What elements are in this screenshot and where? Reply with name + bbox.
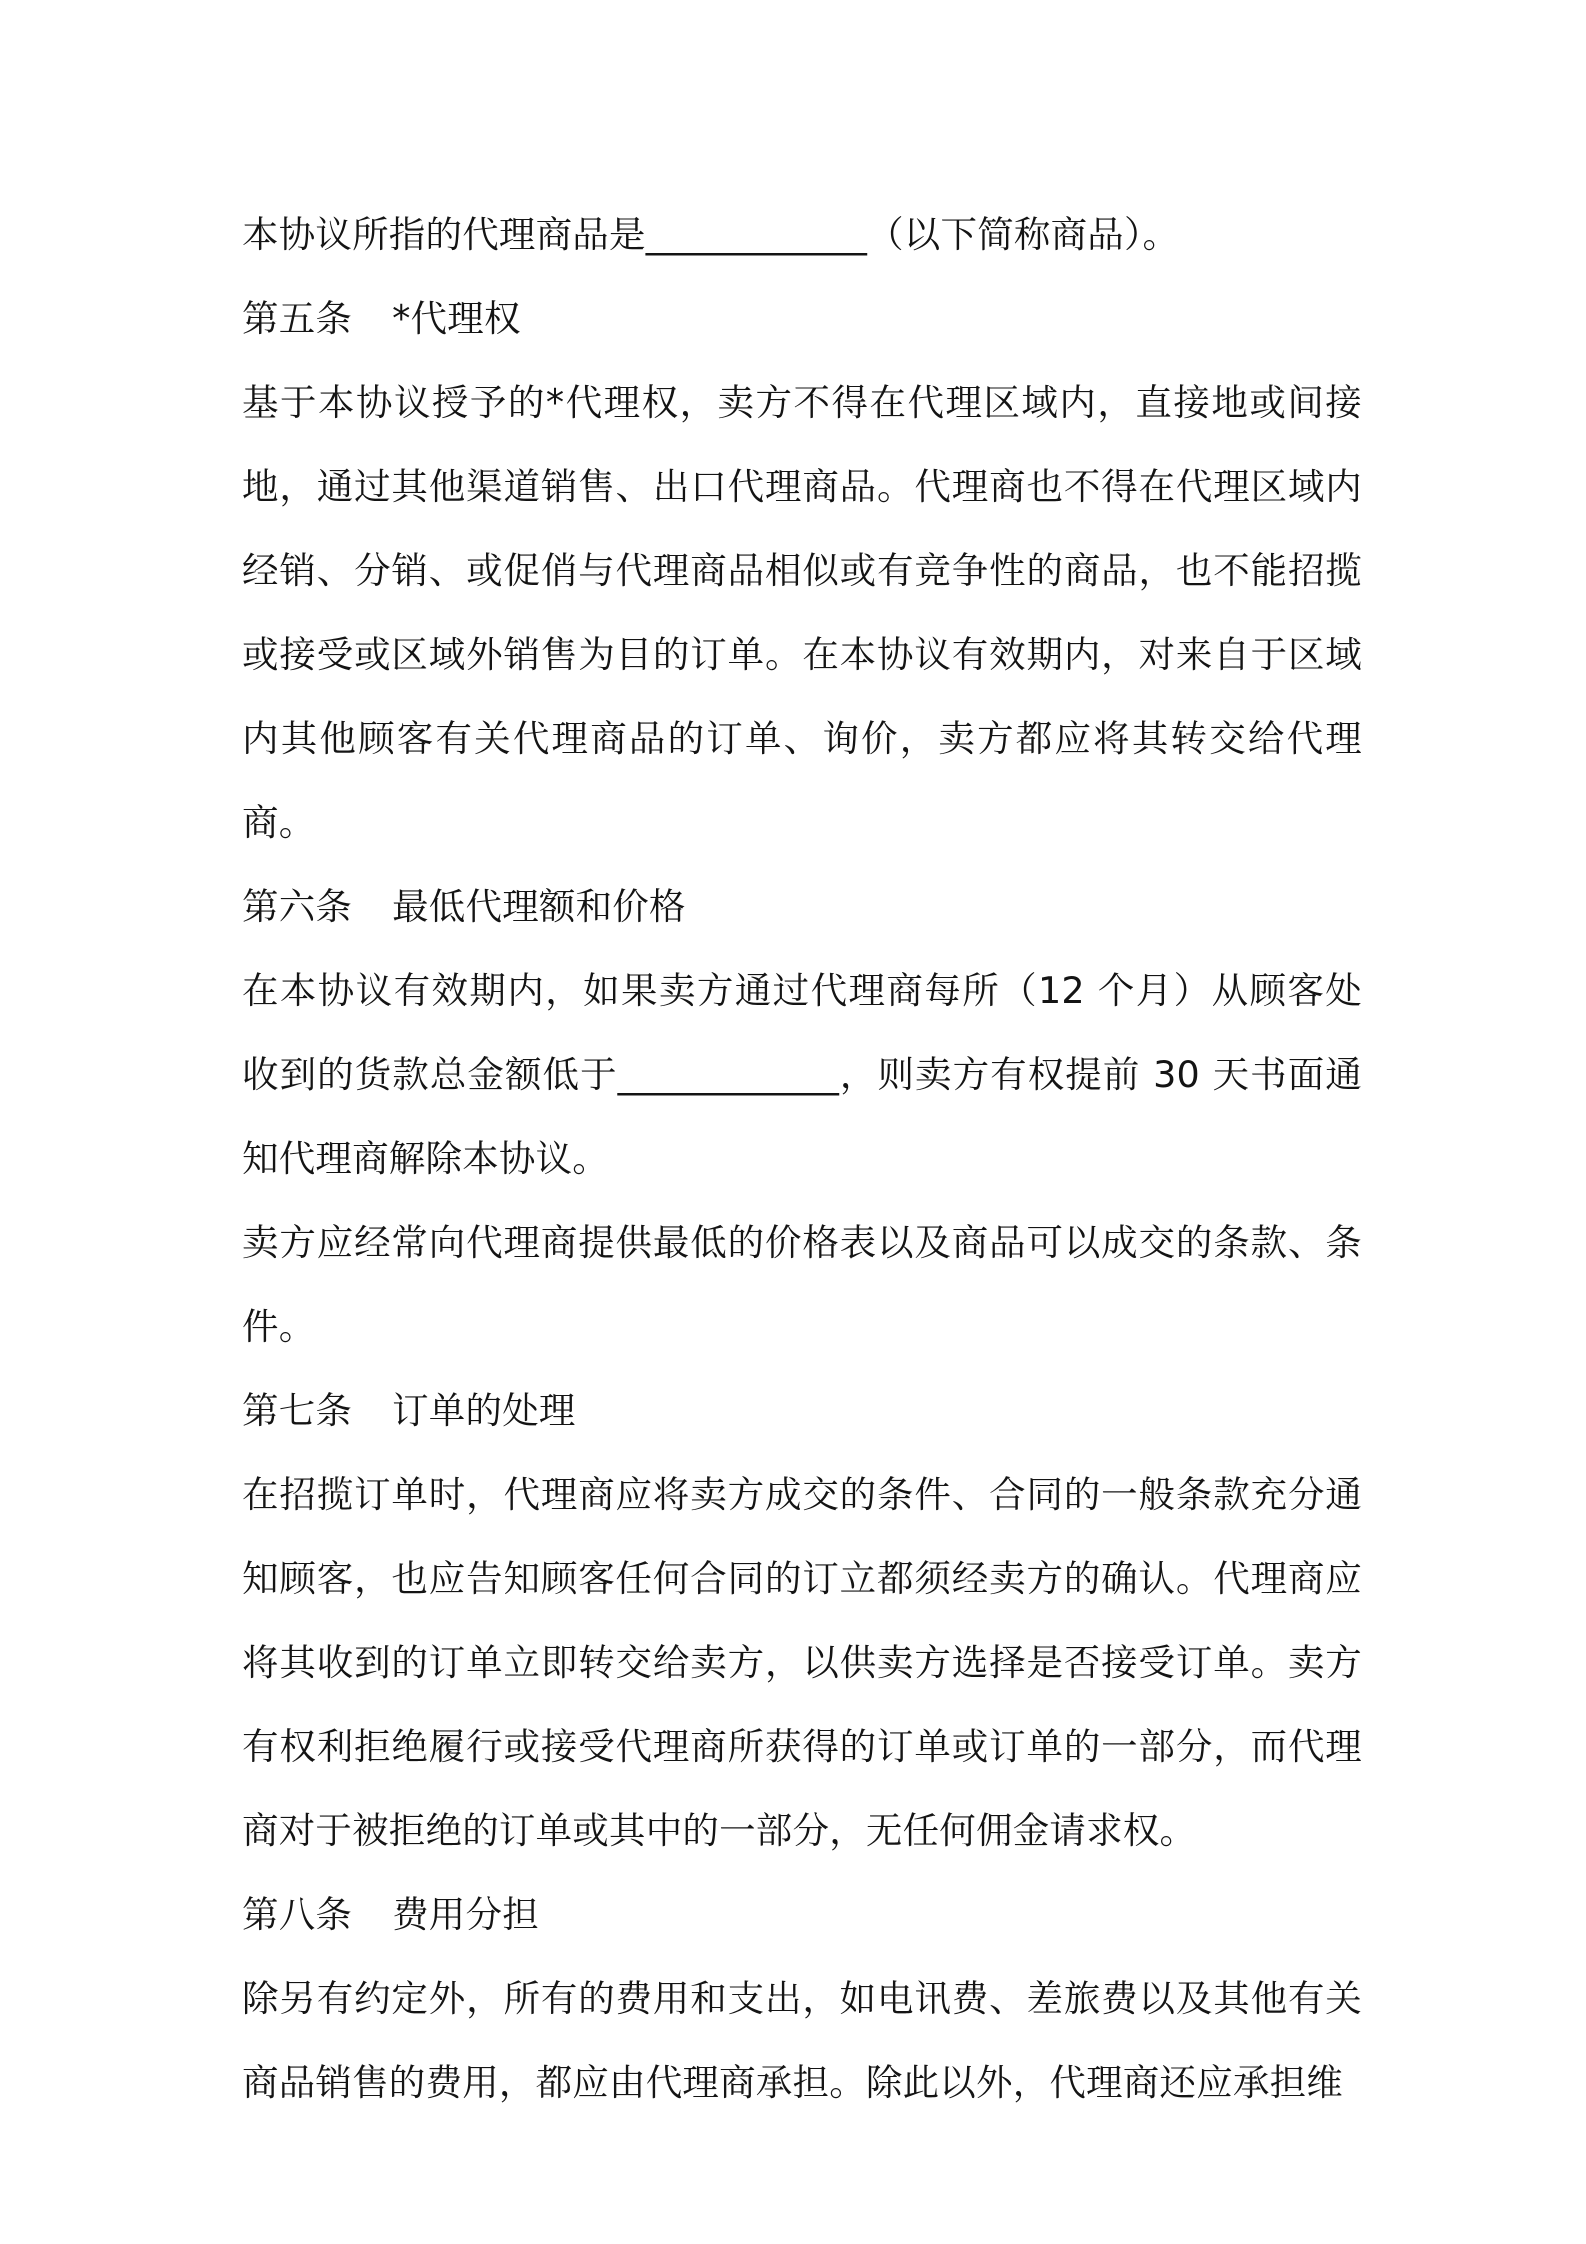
document-body [242, 193, 1362, 2125]
paragraph-minimum-amount: 在本协议有效期内，如果卖方通过代理商每所（12 个月）从顾客处收到的货款总金额低于____________，则卖方有权提前 30 天书面通知代理商解除本协议。 [242, 969, 1362, 1180]
article-number: 第七条 [242, 1389, 353, 1432]
article-number: 第八条 [242, 1893, 353, 1936]
article-title: 最低代理额和价格 [392, 885, 686, 928]
paragraph-price-list: 卖方应经常向代理商提供最低的价格表以及商品可以成交的条款、条件。 [242, 1221, 1362, 1348]
article-title: 费用分担 [392, 1893, 539, 1936]
article-title: 订单的处理 [392, 1389, 576, 1432]
paragraph-cost-sharing: 除另有约定外，所有的费用和支出，如电讯费、差旅费以及其他有关商品销售的费用，都应由代理商承担。除此以外，代理商还应承担维 [242, 1977, 1362, 2104]
paragraph-order-handling: 在招揽订单时，代理商应将卖方成交的条件、合同的一般条款充分通知顾客，也应告知顾客任何合同的订立都须经卖方的确认。代理商应将其收到的订单立即转交给卖方，以供卖方选择是否接受订单。卖方有权利拒绝履行或接受代理商所获得的订单或订单的一部分，而代理商对于被拒绝的订单或其中的一部分，无任何佣金请求权。 [242, 1473, 1362, 1852]
paragraph-agency-rights: 基于本协议授予的*代理权，卖方不得在代理区域内，直接地或间接地，通过其他渠道销售、出口代理商品。代理商也不得在代理区域内经销、分销、或促俏与代理商品相似或有竞争性的商品，也不能招揽或接受或区域外销售为目的订单。在本协议有效期内，对来自于区域内其他顾客有关代理商品的订单、询价，卖方都应将其转交给代理商。 [242, 381, 1362, 844]
article-number: 第六条 [242, 885, 353, 928]
article-number: 第五条 [242, 297, 353, 340]
paragraph-product-definition: 本协议所指的代理商品是____________（以下简称商品）。 [242, 213, 1180, 256]
article-6-heading [242, 865, 1362, 949]
article-5-heading [242, 277, 1362, 361]
article-7-heading [242, 1369, 1362, 1453]
article-8-heading [242, 1873, 1362, 1957]
article-title: *代理权 [392, 297, 521, 340]
